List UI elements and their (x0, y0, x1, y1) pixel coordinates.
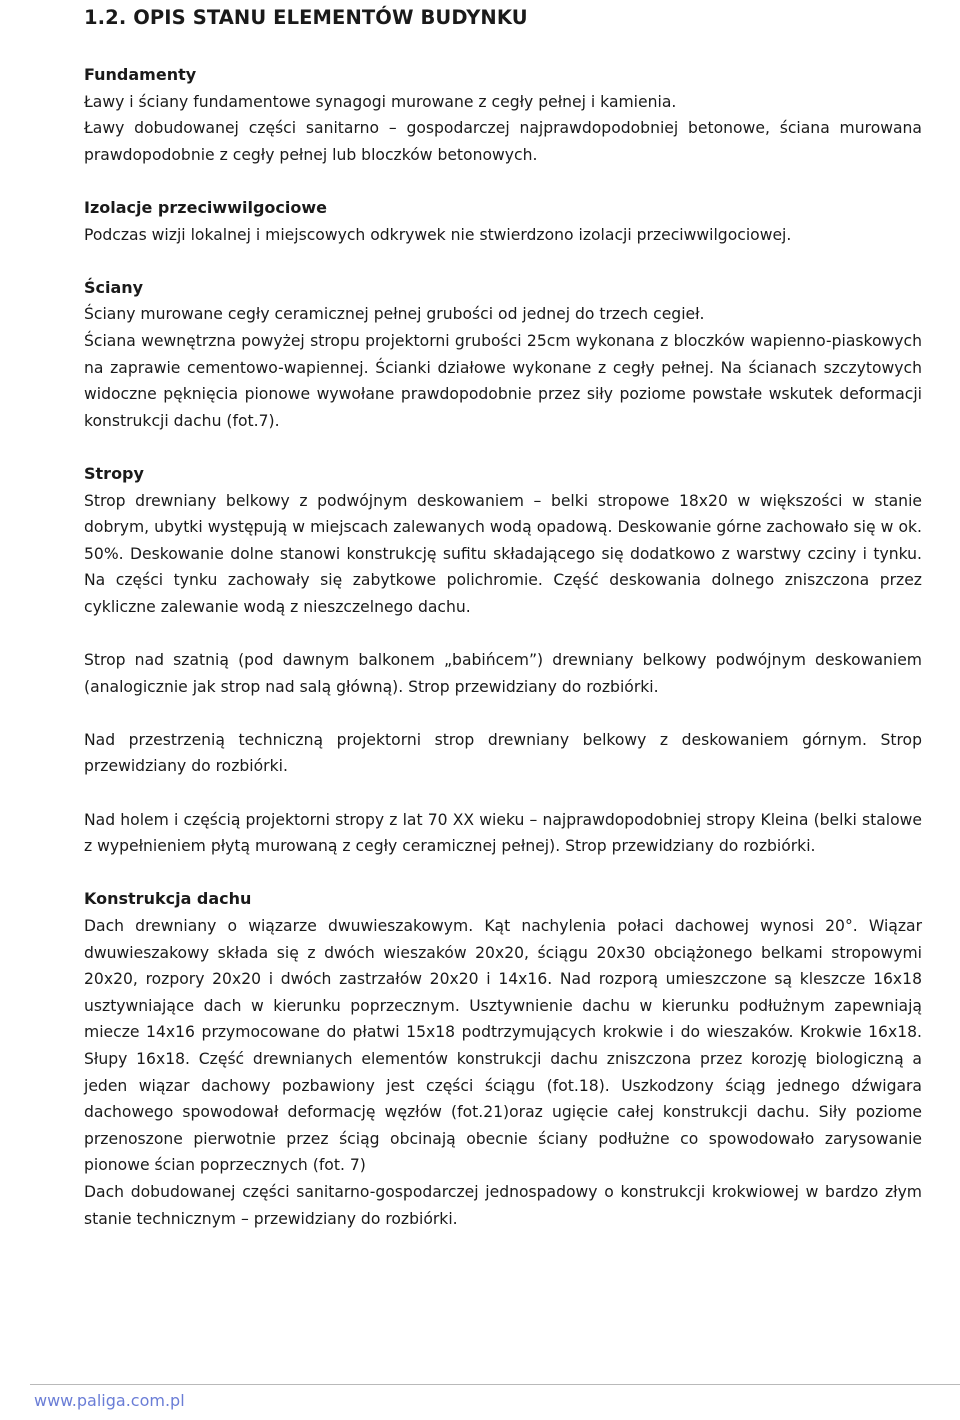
paragraph: Nad holem i częścią projektorni stropy z lat 70 XX wieku – najprawdopodobniej stropy Kleina (belki stalowe z wypełnieniem płytą murowaną z cegły ceramicznej pełnej). Strop przewidziany do rozbiórki. (84, 810, 922, 856)
section-izolacje (84, 195, 922, 248)
paragraph: Ławy dobudowanej części sanitarno – gospodarczej najprawdopodobniej betonowe, ściana murowana prawdopodobnie z cegły pełnej lub bloczków betonowych. (84, 119, 922, 164)
section-fundamenty (84, 62, 922, 168)
paragraph: Ściany murowane cegły ceramicznej pełnej grubości od jednej do trzech cegieł. (84, 305, 705, 324)
section-heading-stropy: Stropy (84, 463, 144, 483)
paragraph: Ściana wewnętrzna powyżej stropu projektorni grubości 25cm wykonana z bloczków wapienno-piaskowych na zaprawie cementowo-wapiennej. Ścianki działowe wykonane z cegły pełnej. Na ścianach szczytowych widoczne pęknięcia pionowe wywołane prawdopodobnie przez siły poziome powstałe wskutek deformacji konstrukcji dachu (fot.7). (84, 331, 922, 430)
footer-website-link[interactable]: www.paliga.com.pl (34, 1391, 185, 1410)
section-stropy (84, 461, 922, 860)
section-dach (84, 886, 922, 1232)
paragraph: Podczas wizji lokalnej i miejscowych odkrywek nie stwierdzono izolacji przeciwwilgociowej. (84, 225, 792, 244)
paragraph: Strop drewniany belkowy z podwójnym deskowaniem – belki stropowe 18x20 w większości w stanie dobrym, ubytki występują w miejscach zalewanych wodą opadową. Deskowanie górne zachowało się w ok. 50%. Deskowanie dolne stanowi konstrukcję sufitu składającego się dodatkowo z warstwy czciny i tynku. Na części tynku zachowały się zabytkowe polichromie. Część deskowania dolnego zniszczona przez cykliczne zalewanie wodą z nieszczelnego dachu. (84, 491, 922, 616)
section-heading-izolacje: Izolacje przeciwwilgociowe (84, 197, 327, 217)
paragraph: Dach drewniany o wiązarze dwuwieszakowym. Kąt nachylenia połaci dachowej wynosi 20°. Wiązar dwuwieszakowy składa się z dwóch wieszaków 20x20, ściągu 20x30 obciążonego belkami stropowymi 20x20, rozpory 20x20 i dwóch zastrzałów 20x20 i 14x16. Nad rozporą umieszczone są kleszcze 16x18 usztywniające dach w kierunku poprzecznym. Usztywnienie dachu w kierunku podłużnym zapewniają miecze 14x16 przymocowane do płatwi 15x18 podtrzymujących krokwie i do wieszaków. Krokwie 16x18. Słupy 16x18. Część drewnianych elementów konstrukcji dachu zniszczona przez korozję biologiczną a jeden wiązar dachowy pozbawiony jest części ściągu (fot.18). Uszkodzony ściąg jednego dźwigara dachowego spowodował deformację węzłów (fot.21)oraz ugięcie całej konstrukcji dachu. Siły poziome przenoszone pierwotnie przez ściąg obcinają obecnie ściany podłużne co spowodowało zarysowanie pionowe ścian poprzecznych (fot. 7) (84, 917, 922, 1175)
footer-divider (30, 1384, 960, 1385)
paragraph: Nad przestrzenią techniczną projektorni strop drewniany belkowy z deskowaniem górnym. Strop przewidziany do rozbiórki. (84, 730, 922, 776)
section-heading-sciany: Ściany (84, 277, 144, 297)
document-page (84, 0, 922, 1232)
section-sciany (84, 275, 922, 435)
section-heading-dach: Konstrukcja dachu (84, 889, 252, 909)
paragraph: Dach dobudowanej części sanitarno-gospodarczej jednospadowy o konstrukcji krokwiowej w bardzo złym stanie technicznym – przewidziany do rozbiórki. (84, 1182, 922, 1228)
paragraph: Ławy i ściany fundamentowe synagogi murowane z cegły pełnej i kamienia. (84, 92, 677, 111)
page-title: 1.2. OPIS STANU ELEMENTÓW BUDYNKU (84, 6, 528, 29)
paragraph: Strop nad szatnią (pod dawnym balkonem „babińcem”) drewniany belkowy podwójnym deskowaniem (analogicznie jak strop nad salą główną). Strop przewidziany do rozbiórki. (84, 651, 922, 696)
section-heading-fundamenty: Fundamenty (84, 65, 197, 84)
